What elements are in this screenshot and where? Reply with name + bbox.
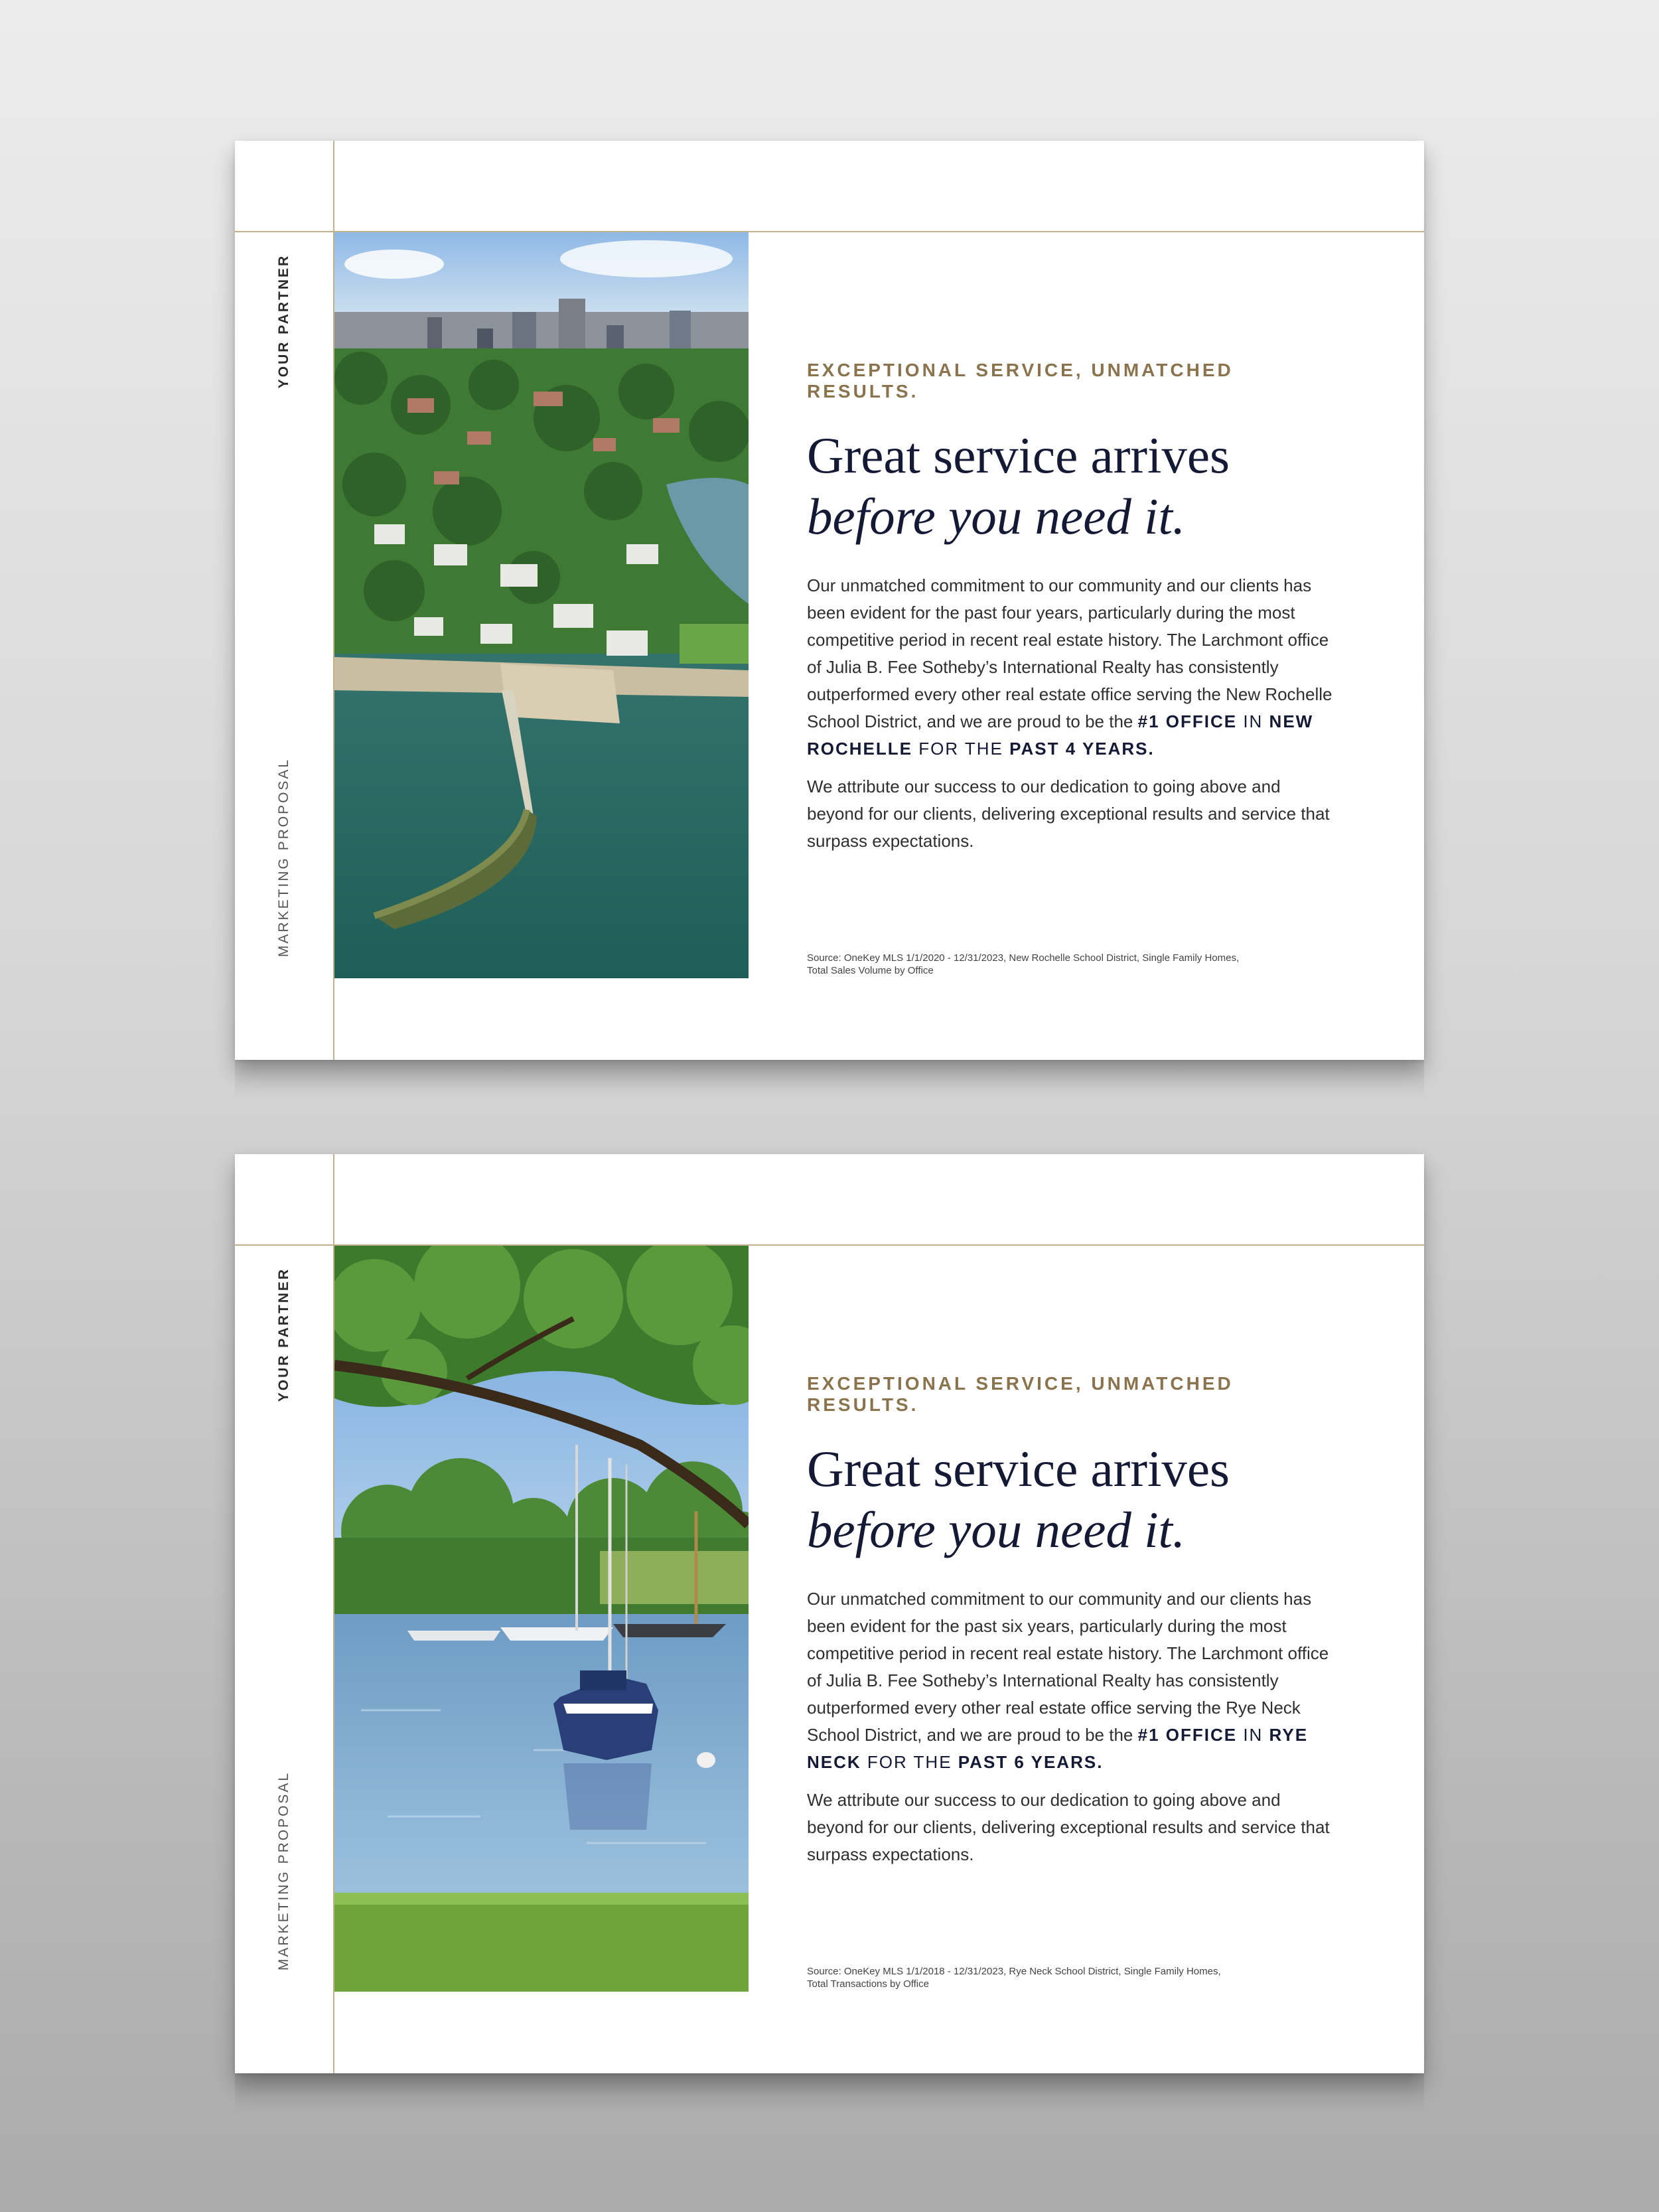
proposal-page-1 — [235, 141, 1424, 1060]
body-paragraph-1 — [807, 1585, 1338, 1776]
aerial-waterfront-photo — [334, 232, 749, 978]
highlight-for-the: FOR THE — [861, 1752, 958, 1772]
source-line-1: Source: OneKey MLS 1/1/2020 - 12/31/2023, New Rochelle School District, Single Family Homes, — [807, 952, 1240, 964]
content-column — [807, 360, 1351, 855]
side-label-marketing-proposal: MARKETING PROPOSAL — [276, 1771, 291, 1971]
highlight-in: IN — [1237, 711, 1269, 731]
tagline: EXCEPTIONAL SERVICE, UNMATCHED RESULTS. — [807, 1373, 1234, 1415]
tagline: EXCEPTIONAL SERVICE, UNMATCHED RESULTS. — [807, 360, 1234, 402]
highlight-for-the: FOR THE — [912, 739, 1010, 759]
source-line-2: Total Sales Volume by Office — [807, 965, 934, 976]
highlight-years: PAST 6 YEARS. — [958, 1752, 1104, 1772]
content-column — [807, 1373, 1351, 1868]
highlight-in: IN — [1237, 1725, 1269, 1745]
headline-line-2: before you need it. — [807, 488, 1186, 545]
highlight-office-rank: #1 OFFICE — [1137, 1725, 1238, 1745]
body-paragraph-1-text: Our unmatched commitment to our community and our clients has been evident for the past four years, particularly during the most competitive period in recent real estate history. The Larchmont office of Julia B. Fee Sotheby’s International Realty has consistently outperformed every other real estate office serving the New Rochelle School District, and we are proud to be the — [807, 575, 1333, 731]
body-paragraph-2: We attribute our success to our dedication to going above and beyond for our clients, delivering exceptional results and service that surpass expectations. — [807, 776, 1330, 851]
source-note — [807, 1965, 1311, 1990]
highlight-district: RYE NECK — [807, 1725, 1309, 1772]
highlight-years: PAST 4 YEARS. — [1009, 739, 1155, 759]
body-paragraph-1 — [807, 572, 1338, 763]
side-label-your-partner: YOUR PARTNER — [276, 254, 291, 389]
headline-line-1: Great service arrives — [807, 1440, 1230, 1497]
harbor-sailboat-photo — [334, 1246, 749, 1992]
highlight-district: NEW ROCHELLE — [807, 711, 1314, 759]
source-line-1: Source: OneKey MLS 1/1/2018 - 12/31/2023, Rye Neck School District, Single Family Homes, — [807, 1966, 1221, 1977]
source-line-2: Total Transactions by Office — [807, 1978, 929, 1990]
side-label-your-partner: YOUR PARTNER — [276, 1267, 291, 1402]
source-note — [807, 952, 1311, 977]
body-paragraph-2: We attribute our success to our dedication to going above and beyond for our clients, delivering exceptional results and service that surpass expectations. — [807, 1790, 1330, 1864]
body-paragraph-1-text: Our unmatched commitment to our community and our clients has been evident for the past six years, particularly during the most competitive period in recent real estate history. The Larchmont office of Julia B. Fee Sotheby’s International Realty has consistently outperformed every other real estate office serving the Rye Neck School District, and we are proud to be the — [807, 1589, 1329, 1745]
proposal-page-2 — [235, 1154, 1424, 2073]
headline-line-1: Great service arrives — [807, 427, 1230, 484]
side-label-marketing-proposal: MARKETING PROPOSAL — [276, 757, 291, 958]
headline — [807, 1438, 1351, 1560]
headline — [807, 425, 1351, 547]
headline-line-2: before you need it. — [807, 1501, 1186, 1558]
highlight-office-rank: #1 OFFICE — [1137, 711, 1238, 731]
